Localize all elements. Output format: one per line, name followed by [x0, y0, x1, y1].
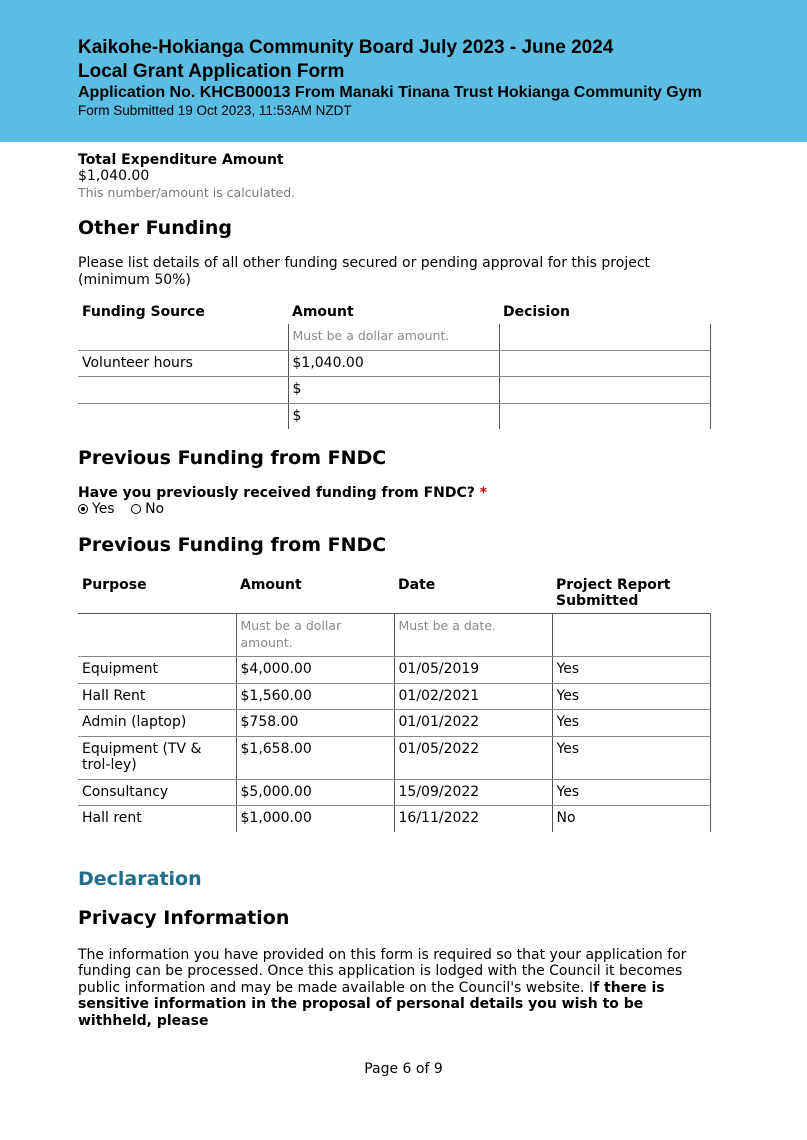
- previous-funding-question-heading: Previous Funding from FNDC: [78, 447, 387, 469]
- table-row: [78, 377, 710, 404]
- table-row: [78, 710, 710, 737]
- privacy-text-bold: f there is sensitive information in the proposal of personal details you wish to be withheld, please: [78, 979, 665, 1029]
- radio-label-no: No: [145, 501, 165, 517]
- table-row: [78, 683, 710, 710]
- form-content: [78, 150, 710, 1029]
- total-expenditure-hint: This number/amount is calculated.: [78, 185, 296, 200]
- date-cell: 16/11/2022: [394, 806, 552, 832]
- privacy-text: [78, 947, 710, 1030]
- previous-funding-table: [78, 577, 711, 832]
- amount-cell: $1,560.00: [236, 683, 394, 710]
- date-cell: 01/05/2019: [394, 657, 552, 684]
- amount-cell: $1,000.00: [236, 806, 394, 832]
- date-cell: 01/02/2021: [394, 683, 552, 710]
- privacy-text-regular: The information you have provided on this form is required so that your application for funding can be processed. Once this application is lodged with the Council it becomes public information and may be made available on the Council's website. I: [78, 946, 687, 996]
- table-hint-row: [78, 324, 710, 350]
- radio-label-yes: Yes: [92, 501, 115, 517]
- form-title: Local Grant Application Form: [78, 61, 345, 82]
- table-row: [78, 736, 710, 779]
- report-cell: Yes: [552, 657, 710, 684]
- decision-cell: [499, 350, 710, 377]
- table-row: [78, 403, 710, 429]
- amount-cell: $758.00: [236, 710, 394, 737]
- table-row: [78, 657, 710, 684]
- page-number: Page 6 of 9: [364, 1061, 443, 1077]
- report-cell: No: [552, 806, 710, 832]
- decision-cell: [499, 377, 710, 404]
- report-cell: Yes: [552, 779, 710, 806]
- purpose-cell: Admin (laptop): [78, 710, 236, 737]
- purpose-cell: Hall rent: [82, 810, 142, 826]
- amount-cell: $: [288, 377, 499, 404]
- previous-funding-question: [78, 485, 710, 501]
- privacy-heading: Privacy Information: [78, 906, 290, 929]
- funding-source-cell: Volunteer hours: [78, 350, 288, 377]
- table-row: [78, 779, 710, 806]
- table-row: [78, 806, 710, 832]
- amount-cell: $: [288, 403, 499, 429]
- other-funding-table: [78, 304, 711, 429]
- amount-cell: $5,000.00: [236, 779, 394, 806]
- radio-unselected-icon[interactable]: [131, 504, 141, 514]
- decision-cell: [499, 403, 710, 429]
- table-cell: [552, 614, 710, 657]
- report-cell: Yes: [552, 710, 710, 737]
- purpose-cell: Equipment (TV & trol-ley): [78, 736, 236, 779]
- table-cell: [78, 324, 288, 350]
- total-expenditure-value: $1,040.00: [78, 168, 150, 184]
- column-header: Purpose: [82, 577, 147, 593]
- total-expenditure-field: [78, 152, 710, 200]
- declaration-heading: Declaration: [78, 867, 202, 890]
- date-cell: 01/05/2022: [394, 736, 552, 779]
- amount-hint: Must be a dollar amount.: [288, 324, 499, 350]
- other-funding-instructions: Please list details of all other funding secured or pending approval for this project (minimum 50%): [78, 255, 651, 288]
- purpose-cell: Equipment: [78, 657, 236, 684]
- form-header: [0, 0, 807, 142]
- question-text: Have you previously received funding from FNDC?: [78, 485, 475, 501]
- previous-funding-heading: Previous Funding from FNDC: [78, 534, 387, 556]
- table-cell: [78, 614, 236, 657]
- table-cell: [499, 324, 710, 350]
- column-header: Project Report Submitted: [556, 577, 671, 609]
- amount-cell: $4,000.00: [236, 657, 394, 684]
- column-header: Amount: [292, 304, 354, 320]
- radio-yes[interactable]: [78, 501, 115, 517]
- table-hint-row: [78, 614, 710, 657]
- required-marker: *: [479, 485, 488, 501]
- funding-source-cell: [78, 377, 288, 404]
- report-cell: Yes: [552, 683, 710, 710]
- column-header: Date: [398, 577, 436, 593]
- radio-selected-icon[interactable]: [78, 504, 88, 514]
- amount-cell: $1,658.00: [236, 736, 394, 779]
- purpose-cell: Hall Rent: [78, 683, 236, 710]
- table-header-row: [78, 577, 710, 614]
- amount-cell: $1,040.00: [288, 350, 499, 377]
- radio-no[interactable]: [131, 501, 164, 517]
- previous-funding-radio-group: [78, 501, 710, 518]
- column-header: Amount: [240, 577, 302, 593]
- board-title: Kaikohe-Hokianga Community Board July 2023 - June 2024: [78, 37, 614, 58]
- report-cell: Yes: [552, 736, 710, 779]
- column-header: Decision: [503, 304, 570, 320]
- table-row: [78, 350, 710, 377]
- date-cell: 01/01/2022: [394, 710, 552, 737]
- submission-timestamp: Form Submitted 19 Oct 2023, 11:53AM NZDT: [78, 103, 352, 118]
- total-expenditure-label: Total Expenditure Amount: [78, 152, 284, 168]
- column-header: Funding Source: [82, 304, 205, 320]
- funding-source-cell: [78, 403, 288, 429]
- date-cell: 15/09/2022: [394, 779, 552, 806]
- amount-hint: Must be a dollar amount.: [236, 614, 394, 657]
- table-header-row: [78, 304, 710, 324]
- application-number: Application No. KHCB00013 From Manaki Tinana Trust Hokianga Community Gym: [78, 84, 702, 101]
- other-funding-heading: Other Funding: [78, 217, 232, 239]
- purpose-cell: Consultancy: [78, 779, 236, 806]
- date-hint: Must be a date.: [394, 614, 552, 657]
